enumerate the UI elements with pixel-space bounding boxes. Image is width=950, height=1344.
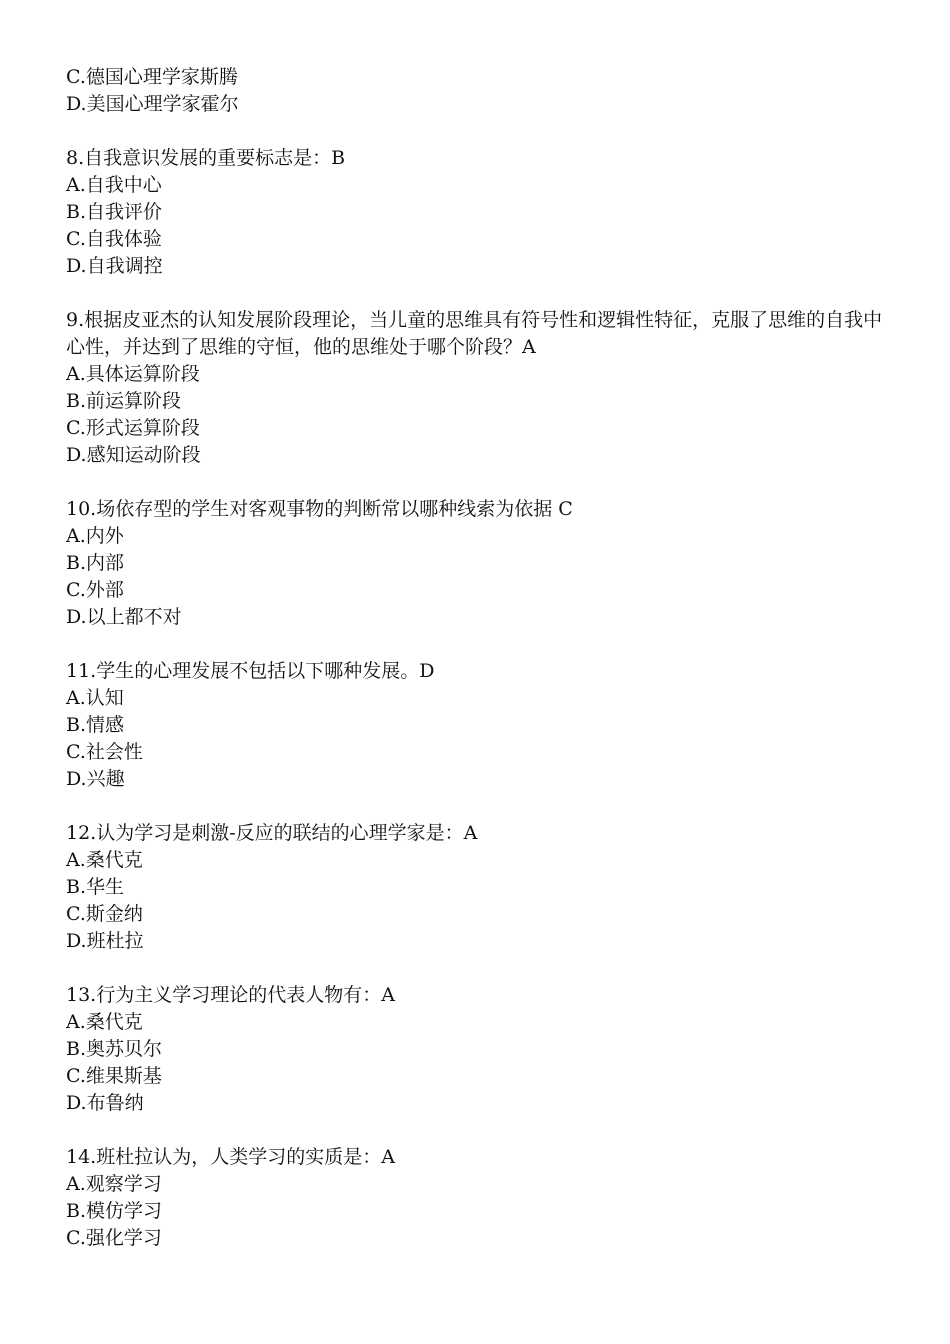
option-a: A.认知 <box>66 687 124 709</box>
question-text: 10.场依存型的学生对客观事物的判断常以哪种线索为依据 C <box>66 498 573 520</box>
question-text: 12.认为学习是刺激-反应的联结的心理学家是：A <box>66 822 478 844</box>
option-b: B.情感 <box>66 714 125 736</box>
option-c: C.维果斯基 <box>66 1065 162 1087</box>
option-b: B.前运算阶段 <box>66 390 182 412</box>
option-d: D.自我调控 <box>66 255 163 277</box>
option-c: C.德国心理学家斯腾 <box>66 66 238 88</box>
document-page <box>66 64 896 1279</box>
question-block-8 <box>66 145 896 280</box>
option-b: B.模仿学习 <box>66 1200 163 1222</box>
question-block-9 <box>66 307 896 469</box>
option-c: C.形式运算阶段 <box>66 417 200 439</box>
question-text: 14.班杜拉认为，人类学习的实质是：A <box>66 1146 395 1168</box>
option-c: C.强化学习 <box>66 1227 162 1249</box>
question-block-11 <box>66 658 896 793</box>
option-c: C.社会性 <box>66 741 143 763</box>
question-block-7-continued <box>66 64 896 118</box>
option-a: A.具体运算阶段 <box>66 363 200 385</box>
question-text: 13.行为主义学习理论的代表人物有：A <box>66 984 395 1006</box>
option-a: A.观察学习 <box>66 1173 162 1195</box>
question-block-10 <box>66 496 896 631</box>
option-c: C.外部 <box>66 579 124 601</box>
question-block-13 <box>66 982 896 1117</box>
option-b: B.自我评价 <box>66 201 163 223</box>
option-c: C.斯金纳 <box>66 903 143 925</box>
option-d: D.布鲁纳 <box>66 1092 144 1114</box>
question-block-12 <box>66 820 896 955</box>
option-d: D.感知运动阶段 <box>66 444 201 466</box>
question-text: 9.根据皮亚杰的认知发展阶段理论，当儿童的思维具有符号性和逻辑性特征，克服了思维的自我中心性，并达到了思维的守恒，他的思维处于哪个阶段？A <box>66 309 883 358</box>
option-a: A.内外 <box>66 525 124 547</box>
option-d: D.兴趣 <box>66 768 125 790</box>
option-a: A.桑代克 <box>66 1011 143 1033</box>
option-b: B.华生 <box>66 876 125 898</box>
option-d: D.班杜拉 <box>66 930 144 952</box>
option-a: A.桑代克 <box>66 849 143 871</box>
option-d: D.美国心理学家霍尔 <box>66 93 239 115</box>
question-text: 11.学生的心理发展不包括以下哪种发展。D <box>66 660 435 682</box>
question-block-14 <box>66 1144 896 1252</box>
option-a: A.自我中心 <box>66 174 162 196</box>
option-d: D.以上都不对 <box>66 606 182 628</box>
option-b: B.奥苏贝尔 <box>66 1038 163 1060</box>
option-c: C.自我体验 <box>66 228 162 250</box>
option-b: B.内部 <box>66 552 125 574</box>
question-text: 8.自我意识发展的重要标志是：B <box>66 147 346 169</box>
